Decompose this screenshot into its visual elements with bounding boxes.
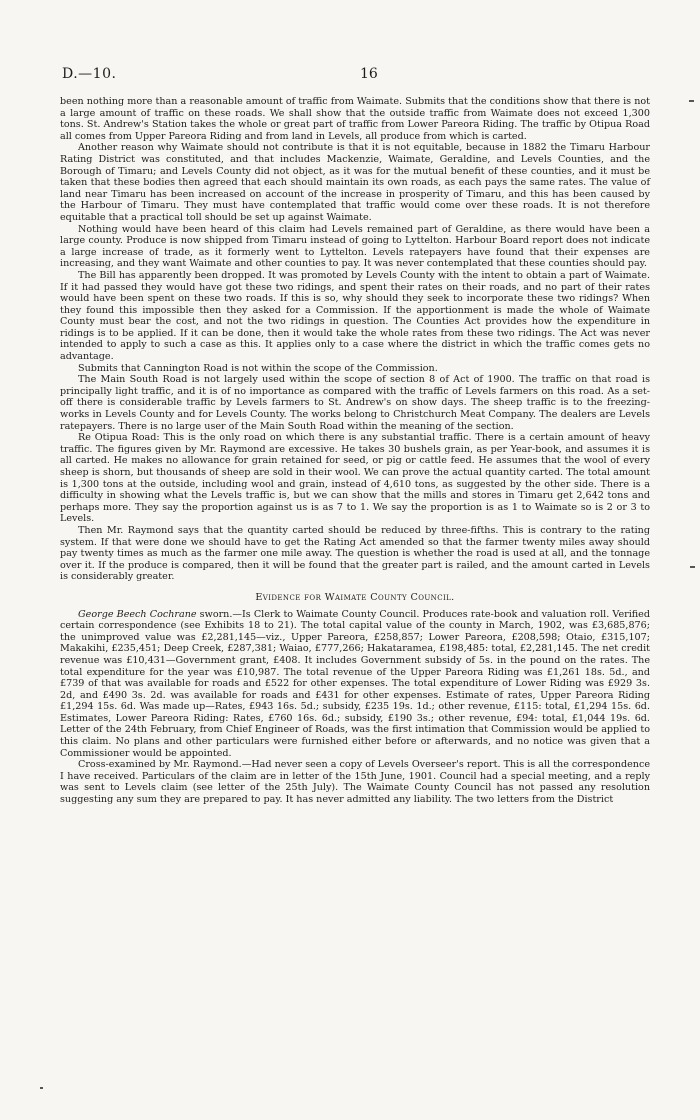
witness-name: George Beech Cochrane bbox=[78, 608, 197, 620]
paragraph: Re Otipua Road: This is the only road on which there is any substantial traffic. There is a certain amount of heavy traffic. The figures given by Mr. Raymond are excessive. He takes 30 bushels grain, as per Year-book, and assumes it is all carted. He makes no allowance for grain retained for seed, or pig or cattle feed. He assumes that the wool of every sheep is shorn, but thousands of sheep are sold in their wool. We can prove the actual quantity carted. The total amount is 1,300 tons at the outside, including wool and grain, instead of 4,610 tons, as suggested by the other side. There is a difficulty in showing what the Levels traffic is, but we can show that the mills and stores in Timaru get 2,642 tons and perhaps more. They say the proportion against us is as 7 to 1. We say the proportion is as 1 to Waimate so is 2 or 3 to Levels. bbox=[60, 432, 650, 525]
paragraph: Another reason why Waimate should not contribute is that it is not equitable, because in 1882 the Timaru Harbour Rating District was constituted, and that includes Mackenzie, Waimate, Geraldine, and Levels Counties, and the Borough of Timaru; and Levels County did not object, as it was for the mutual benefit of these counties, and it must be taken that these bodies then agreed that each should maintain its own roads, as each pays the same rates. The value of land near Timaru has been increased on account of the increase in prosperity of Timaru, and this has been caused by the Harbour of Timaru. They must have contemplated that traffic would come over these roads. It is not therefore equitable that a practical toll should be set up against Waimate. bbox=[60, 142, 650, 223]
evidence-text: Cross-examined by Mr. Raymond.—Had never seen a copy of Levels Overseer's report. This is all the correspondence I have received. Particulars of the claim are in letter of the 15th June, 1901. Council had a special meeting, and a reply was sent to Levels claim (see letter of the 25th July). The Waimate County Council has not passed any resolution suggesting any sum they are prepared to pay. It has never admitted any liability. The two letters from the District bbox=[60, 759, 650, 806]
evidence-paragraph bbox=[60, 609, 650, 760]
paragraph: Nothing would have been heard of this claim had Levels remained part of Geraldine, as there would have been a large county. Produce is now shipped from Timaru instead of going to Lyttelton. Harbour Board report does not indicate a large increase of trade, as it formerly went to Lyttelton. Levels ratepayers have found that their expenses are increasing, and they want Waimate and other counties to pay. It was never contemplated that these counties should pay. bbox=[60, 223, 650, 270]
margin-mark bbox=[690, 566, 695, 568]
section-heading: Evidence for Waimate County Council. bbox=[255, 591, 455, 603]
body-text bbox=[60, 96, 650, 806]
evidence-text: sworn.—Is Clerk to Waimate County Council. Produces rate-book and valuation roll. Verified certain correspondence (see Exhibits 18 to 21). The total capital value of the county in March, 1902, was £3,685,876; the unimproved value was £2,281,145—viz., Upper Pareora, £258,857; Lower Pareora, £208,598; Otaio, £315,107; Makakihi, £235,451; Deep Creek, £287,381; Waiao, £777,266; Hakataramea, £198,485: total, £2,281,145. The net credit revenue was £10,431—Government grant, £408. It includes Government subsidy of 5s. in the pound on the rates. The total expenditure for the year was £10,987. The total revenue of the Upper Pareora Riding was £1,261 18s. 5d., and £739 of that was available for roads and £522 for other expenses. The total expenditure of Lower Riding was £929 3s. 2d, and £490 3s. 2d. was available for roads and £431 for other expenses. Estimate of rates, Upper Pareora Riding £1,294 15s. 6d. Was made up—Rates, £943 16s. 5d.; subsidy, £235 19s. 1d.; other revenue, £115: total, £1,294 15s. 6d. Estimates, Lower Pareora Riding: Rates, £760 16s. 6d.; subsidy, £190 3s.; other revenue, £94: total, £1,044 19s. 6d. Letter of the 24th February, from Chief Engineer of Roads, was the first intimation that Commission would be applied to this claim. No plans and other particulars were furnished either before or afterwards, and no notice was given that a Commissioner would be appointed. bbox=[60, 608, 650, 759]
evidence-paragraph bbox=[60, 759, 650, 805]
paragraph: The Main South Road is not largely used within the scope of section 8 of Act of 1900. The traffic on that road is principally light traffic, and it is of no importance as compared with the traffic of Levels farmers on this road. As a set-off there is considerable traffic by Levels farmers to St. Andrew's on show days. The sheep traffic is to the freezing-works in Levels County and for Levels County. The works belong to Christchurch Meat Company. The dealers are Levels ratepayers. There is no large user of the Main South Road within the meaning of the section. bbox=[60, 374, 650, 432]
paragraph: Then Mr. Raymond says that the quantity carted should be reduced by three-fifths. This is contrary to the rating system. If that were done we should have to get the Rating Act amended so that the farmer twenty miles away should pay twenty times as much as the farmer one mile away. The question is whether the road is used at all, and the tonnage over it. If the produce is compared, then it will be found that the greater part is railed, and the amount carted in Levels is considerably greater. bbox=[60, 524, 650, 583]
page-header bbox=[60, 66, 650, 86]
margin-mark bbox=[689, 100, 694, 102]
paragraph: The Bill has apparently been dropped. It was promoted by Levels County with the intent to obtain a part of Waimate. If it had passed they would have got these two ridings, and spent their rates on their roads, and no part of their rates would have been spent on these two roads. If this is so, why should they seek to incorporate these two ridings? When they found this impossible then they asked for a Commission. If the apportionment is made the whole of Waimate County must bear the cost, and not the two ridings in question. The Counties Act provides how the expenditure in ridings is to be applied. If it can be done, then it would take the whole rates from these two ridings. The Act was never intended to apply to such a case as this. It applies only to a case where the district in which the traffic comes gets no advantage. bbox=[60, 269, 650, 363]
page-number: 16 bbox=[360, 66, 378, 82]
document-reference: D.—10. bbox=[62, 66, 117, 82]
paragraph: been nothing more than a reasonable amount of traffic from Waimate. Submits that the conditions show that there is not a large amount of traffic on these roads. We shall show that the outside traffic from Waimate does not exceed 1,300 tons. St. Andrew's Station takes the whole or great part of traffic from Lower Pareora Riding. The traffic by Otipua Road all comes from Upper Pareora Riding and from land in Levels, all produce from which is carted. bbox=[60, 96, 650, 142]
paragraph: Submits that Cannington Road is not within the scope of the Commission. bbox=[78, 362, 438, 374]
margin-mark bbox=[40, 1087, 43, 1089]
